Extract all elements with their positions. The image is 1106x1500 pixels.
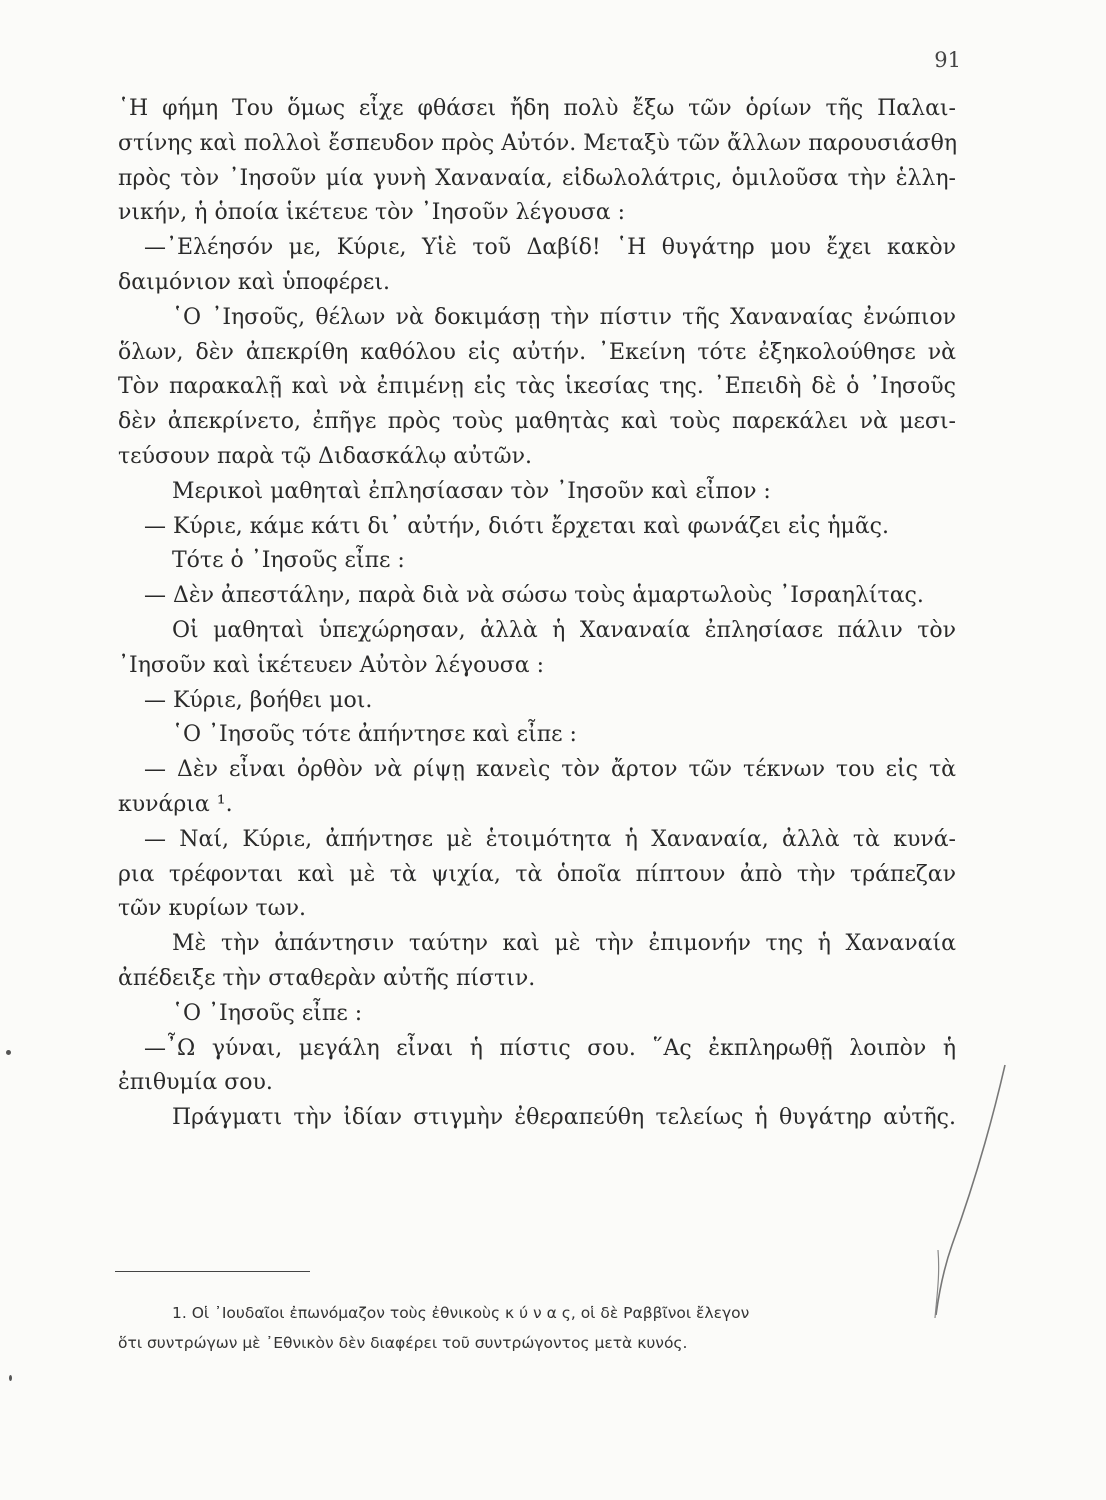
body-line: — Δὲν ἀπεστάλην, παρὰ διὰ νὰ σώσω τοὺς ἁμαρτωλοὺς ᾿Ισραηλίτας.	[144, 583, 924, 609]
body-line: ὅλων, δὲν ἀπεκρίθη καθόλου εἰς αὐτήν. ᾿Εκείνη τότε ἐξηκολούθησε νὰ	[118, 339, 956, 365]
margin-dot	[6, 1050, 11, 1055]
body-line: Τὸν παρακαλῇ καὶ νὰ ἐπιμένῃ εἰς τὰς ἱκεσίας της. ᾿Επειδὴ δὲ ὁ ᾿Ιησοῦς	[118, 374, 956, 400]
body-line: νικήν, ἡ ὁποία ἱκέτευε τὸν ᾿Ιησοῦν λέγουσα :	[118, 200, 626, 226]
body-line: ῾Ο ᾿Ιησοῦς τότε ἀπήντησε καὶ εἶπε :	[172, 722, 577, 748]
body-line: τεύσουν παρὰ τῷ Διδασκάλῳ αὐτῶν.	[118, 443, 532, 469]
body-line: τῶν κυρίων των.	[118, 896, 306, 922]
body-line: ᾿Ιησοῦν καὶ ἱκέτευεν Αὐτὸν λέγουσα :	[118, 652, 545, 678]
body-line: — Κύριε, κάμε κάτι δι᾿ αὐτήν, διότι ἔρχεται καὶ φωνάζει εἰς ἡμᾶς.	[144, 513, 889, 539]
body-line: Πράγματι τὴν ἰδίαν στιγμὴν ἐθεραπεύθη τελείως ἡ θυγάτηρ αὐτῆς.	[172, 1105, 956, 1131]
body-line: Μερικοὶ μαθηταὶ ἐπλησίασαν τὸν ᾿Ιησοῦν καὶ εἶπον :	[172, 478, 771, 504]
body-line: ἐπιθυμία σου.	[118, 1070, 273, 1096]
body-line: —῏Ω γύναι, μεγάλη εἶναι ἡ πίστις σου. ῞Ας ἐκπληρωθῇ λοιπὸν ἡ	[144, 1035, 956, 1061]
footnote	[118, 1298, 956, 1358]
body-text	[118, 92, 956, 1136]
body-line: ἀπέδειξε τὴν σταθερὰν αὐτῆς πίστιν.	[118, 965, 536, 991]
body-line: ῾Ο ᾿Ιησοῦς, θέλων νὰ δοκιμάσῃ τὴν πίστιν τῆς Χαναναίας ἐνώπιον	[172, 304, 956, 330]
body-line: ῾Η φήμη Του ὅμως εἶχε φθάσει ἤδη πολὺ ἔξω τῶν ὁρίων τῆς Παλαι-	[118, 96, 956, 121]
footnote-divider	[115, 1271, 310, 1272]
body-line: Μὲ τὴν ἀπάντησιν ταύτην καὶ μὲ τὴν ἐπιμονήν της ἡ Χαναναία	[172, 931, 956, 957]
body-line: δὲν ἀπεκρίνετο, ἐπῆγε πρὸς τοὺς μαθητὰς καὶ τοὺς παρεκάλει νὰ μεσι-	[118, 409, 956, 435]
body-line: στίνης καὶ πολλοὶ ἔσπευδον πρὸς Αὐτόν. Μεταξὺ τῶν ἄλλων παρουσιάσθη	[118, 130, 958, 156]
pencil-stroke-mark	[900, 1060, 1020, 1320]
body-line: ῾Ο ᾿Ιησοῦς εἶπε :	[172, 1000, 363, 1026]
footnote-line: ὅτι συντρώγων μὲ ᾿Εθνικὸν δὲν διαφέρει τοῦ συντρώγοντος μετὰ κυνός.	[118, 1334, 688, 1352]
body-line: ρια τρέφονται καὶ μὲ τὰ ψιχία, τὰ ὁποῖα πίπτουν ἀπὸ τὴν τράπεζαν	[118, 861, 956, 887]
page-number: 91	[934, 48, 961, 72]
body-line: — Κύριε, βοήθει μοι.	[144, 687, 373, 713]
body-line: —᾿Ελέησόν με, Κύριε, Υἱὲ τοῦ Δαβίδ! ῾Η θυγάτηρ μου ἔχει κακὸν	[144, 235, 956, 261]
body-line: κυνάρια ¹.	[118, 791, 233, 817]
margin-dot	[9, 1375, 12, 1381]
body-line: δαιμόνιον καὶ ὑποφέρει.	[118, 269, 390, 295]
footnote-line: 1. Οἱ ᾿Ιουδαῖοι ἐπωνόμαζον τοὺς ἐθνικοὺς κ ύ ν α ς, οἱ δὲ Ραββῖνοι ἔλεγον	[172, 1304, 750, 1322]
body-line: — Δὲν εἶναι ὀρθὸν νὰ ρίψῃ κανεὶς τὸν ἄρτον τῶν τέκνων του εἰς τὰ	[144, 757, 956, 783]
body-line: Οἱ μαθηταὶ ὑπεχώρησαν, ἀλλὰ ἡ Χαναναία ἐπλησίασε πάλιν τὸν	[172, 617, 956, 643]
body-line: Τότε ὁ ᾿Ιησοῦς εἶπε :	[172, 548, 405, 574]
body-line: — Ναί, Κύριε, ἀπήντησε μὲ ἑτοιμότητα ἡ Χαναναία, ἀλλὰ τὰ κυνά-	[144, 826, 956, 852]
body-line: πρὸς τὸν ᾿Ιησοῦν μία γυνὴ Χαναναία, εἰδωλολάτρις, ὁμιλοῦσα τὴν ἑλλη-	[118, 165, 956, 191]
